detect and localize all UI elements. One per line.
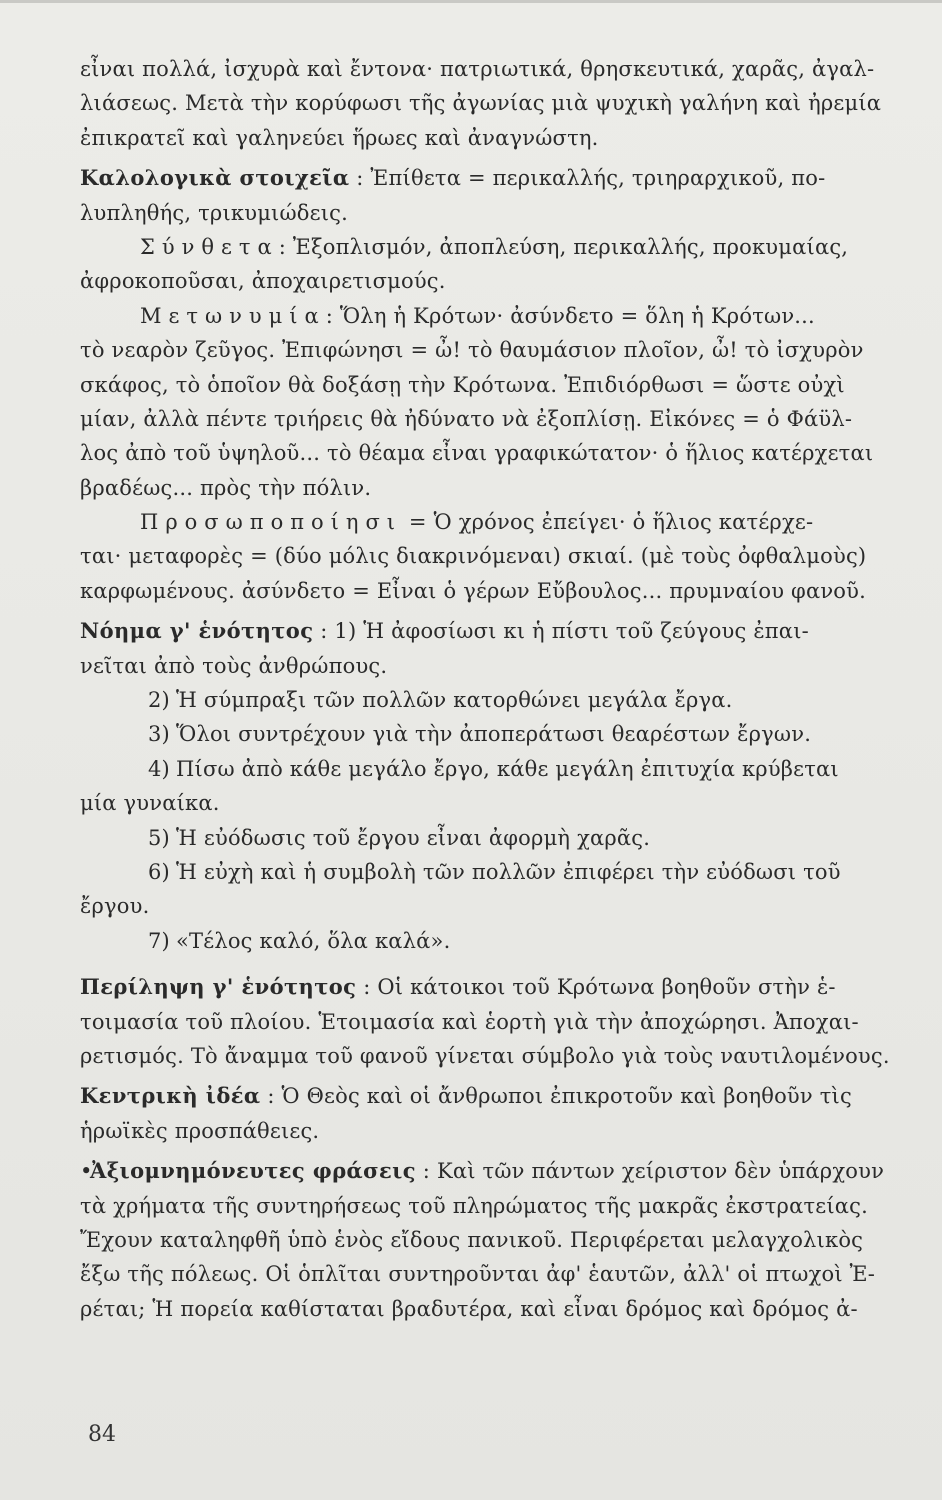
text-run: τοιμασία τοῦ πλοίου. Ἑτοιμασία καὶ ἑορτὴ γιὰ τὴν ἀποχώρησι. Ἀποχαι- — [80, 1009, 859, 1034]
text-run: εἶναι πολλά, ἰσχυρὰ καὶ ἔντονα· πατριωτικά, θρησκευτικά, χαρᾶς, ἀγαλ- — [80, 57, 875, 81]
text-line — [80, 264, 930, 298]
text-line — [80, 402, 930, 436]
text-line — [80, 1257, 930, 1291]
text-run: «Τέλος καλό, ὅλα καλά». — [176, 928, 451, 953]
text-run: νεῖται ἀπὸ τοὺς ἀνθρώπους. — [80, 653, 388, 678]
text-run: : Καὶ τῶν πάντων χείριστον δὲν ὑπάρχουν — [415, 1159, 885, 1184]
text-line — [80, 1079, 930, 1113]
text-line — [80, 924, 930, 958]
text-run: τὸ νεαρὸν ζεῦγος. Ἐπιφώνησι = ὦ! τὸ θαυμάσιον πλοῖον, ὦ! τὸ ἰσχυρὸν — [80, 338, 864, 363]
text-line — [80, 86, 930, 120]
text-line — [80, 786, 930, 820]
text-line — [80, 889, 930, 923]
text-run: σκάφος, τὸ ὁποῖον θὰ δοξάσῃ τὴν Κρότωνα. Ἐπιδιόρθωσι = ὥστε οὐχὶ — [80, 372, 845, 397]
text-run: ρέται; Ἡ πορεία καθίσταται βραδυτέρα, καὶ εἶναι δρόμος καὶ δρόμος ἀ- — [80, 1296, 858, 1321]
text-line — [80, 230, 930, 264]
text-run: τὰ χρήματα τῆς συντηρήσεως τοῦ πληρώματος τῆς μακρᾶς ἐκστρατείας. — [80, 1193, 869, 1218]
text-line — [80, 196, 930, 230]
list-number: 7) — [148, 928, 170, 953]
text-run: ἔργου. — [80, 894, 150, 919]
text-run: Πίσω ἀπὸ κάθε μεγάλο ἔργο, κάθε μεγάλη ἐπιτυχία κρύβεται — [176, 756, 839, 781]
text-run: : Οἱ κάτοικοι τοῦ Κρότωνα βοηθοῦν στὴν ἑ- — [356, 975, 836, 1000]
page-top-edge — [0, 0, 942, 3]
text-line — [80, 539, 930, 573]
section-heading: Ἀξιομνημόνευτες φράσεις — [90, 1158, 416, 1184]
figure-of-speech-term: Μετωνυμία — [140, 303, 326, 328]
section-heading: Κεντρικὴ ἰδέα — [80, 1083, 261, 1109]
text-line — [80, 821, 930, 855]
bullet-icon: • — [80, 1159, 93, 1184]
text-line — [80, 574, 930, 608]
list-number: 5) — [148, 825, 170, 850]
text-run: : Ἐξοπλισμόν, ἀποπλεύση, περικαλλής, προκυμαίας, — [278, 234, 849, 259]
text-line — [80, 1292, 930, 1326]
body-text — [80, 52, 930, 1326]
text-line — [80, 1189, 930, 1223]
text-run: ται· μεταφορὲς = (δύο μόλις διακρινόμεναι) σκιαί. (μὲ τοὺς ὀφθαλμοὺς) — [80, 544, 867, 569]
text-run: : Ὁ Θεὸς καὶ οἱ ἄνθρωποι ἐπικροτοῦν καὶ βοηθοῦν τὶς — [260, 1084, 852, 1109]
text-run: ἡρωϊκὲς προσπάθειες. — [80, 1118, 320, 1143]
list-number: 3) — [148, 722, 170, 747]
list-number: 6) — [148, 859, 170, 884]
text-run: μία γυναίκα. — [80, 791, 220, 816]
text-run: = Ὁ χρόνος ἐπείγει· ὁ ἥλιος κατέρχε- — [402, 510, 814, 535]
text-line — [80, 299, 930, 333]
text-line — [80, 614, 930, 648]
text-run: ἔξω τῆς πόλεως. Οἱ ὁπλῖται συντηροῦνται ἀφ' ἑαυτῶν, ἀλλ' οἱ πτωχοὶ Ἐ- — [80, 1262, 876, 1287]
text-run: : Ὅλη ἡ Κρότων· ἀσύνδετο = ὅλη ἡ Κρότων... — [325, 303, 815, 328]
text-line — [80, 1223, 930, 1257]
text-line — [80, 333, 930, 367]
page-number: 84 — [88, 1422, 116, 1447]
text-line — [80, 970, 930, 1004]
text-line — [80, 855, 930, 889]
text-run: λυπληθής, τρικυμιώδεις. — [80, 200, 348, 225]
section-heading: Καλολογικὰ στοιχεῖα — [80, 165, 350, 191]
text-run: : 1) Ἡ ἀφοσίωσι κι ἡ πίστι τοῦ ζεύγους ἐπαι- — [313, 619, 809, 644]
text-line — [80, 52, 930, 86]
list-number: 4) — [148, 756, 170, 781]
text-line — [80, 121, 930, 155]
text-run: Ἡ εὐχὴ καὶ ἡ συμβολὴ τῶν πολλῶν ἐπιφέρει τὴν εὐόδωσι τοῦ — [176, 859, 841, 884]
text-line — [80, 752, 930, 786]
text-line — [80, 1039, 930, 1073]
section-heading: Νόημα γ' ἑνότητος — [80, 618, 314, 644]
text-run: : Ἐπίθετα = περικαλλής, τριηραρχικοῦ, πο- — [349, 166, 826, 191]
text-run: Ἡ σύμπραξι τῶν πολλῶν κατορθώνει μεγάλα ἔργα. — [176, 688, 733, 713]
text-line — [80, 1005, 930, 1039]
text-run: λος ἀπὸ τοῦ ὑψηλοῦ... τὸ θέαμα εἶναι γραφικώτατον· ὁ ἥλιος κατέρχεται — [80, 441, 874, 466]
text-run: λιάσεως. Μετὰ τὴν κορύφωσι τῆς ἀγωνίας μιὰ ψυχικὴ γαλήνη καὶ ἠρεμία — [80, 91, 882, 116]
text-run: μίαν, ἀλλὰ πέντε τριήρεις θὰ ἠδύνατο νὰ ἐξοπλίσῃ. Εἰκόνες = ὁ Φάϋλ- — [80, 406, 853, 431]
text-line — [80, 717, 930, 751]
text-run: ἀφροκοποῦσαι, ἀποχαιρετισμούς. — [80, 269, 446, 294]
text-line — [80, 368, 930, 402]
text-run: καρφωμένους. ἀσύνδετο = Εἶναι ὁ γέρων Εὔβουλος... πρυμναίου φανοῦ. — [80, 578, 866, 603]
text-line — [80, 649, 930, 683]
text-run: ἐπικρατεῖ καὶ γαληνεύει ἥρωες καὶ ἀναγνώστη. — [80, 125, 599, 150]
text-run: ρετισμός. Τὸ ἄναμμα τοῦ φανοῦ γίνεται σύμβολο γιὰ τοὺς ναυτιλομένους. — [80, 1043, 890, 1068]
text-run: Ἡ εὐόδωσις τοῦ ἔργου εἶναι ἀφορμὴ χαρᾶς. — [176, 825, 651, 850]
text-line — [80, 471, 930, 505]
text-line — [80, 161, 930, 195]
text-run: Ἔχουν καταληφθῆ ὑπὸ ἑνὸς εἴδους πανικοῦ. Περιφέρεται μελαγχολικὸς — [80, 1227, 864, 1252]
text-line — [80, 436, 930, 470]
text-run: Ὅλοι συντρέχουν γιὰ τὴν ἀποπεράτωσι θεαρέστων ἔργων. — [176, 722, 812, 747]
section-heading: Περίληψη γ' ἑνότητος — [80, 974, 357, 1000]
text-run: βραδέως... πρὸς τὴν πόλιν. — [80, 475, 372, 500]
figure-of-speech-term: Προσωποποίησι — [140, 510, 403, 535]
text-line — [80, 505, 930, 539]
figure-of-speech-term: Σύνθετα — [140, 234, 279, 259]
list-number: 2) — [148, 688, 170, 713]
text-line — [80, 1114, 930, 1148]
text-line — [80, 1154, 930, 1188]
text-line — [80, 683, 930, 717]
